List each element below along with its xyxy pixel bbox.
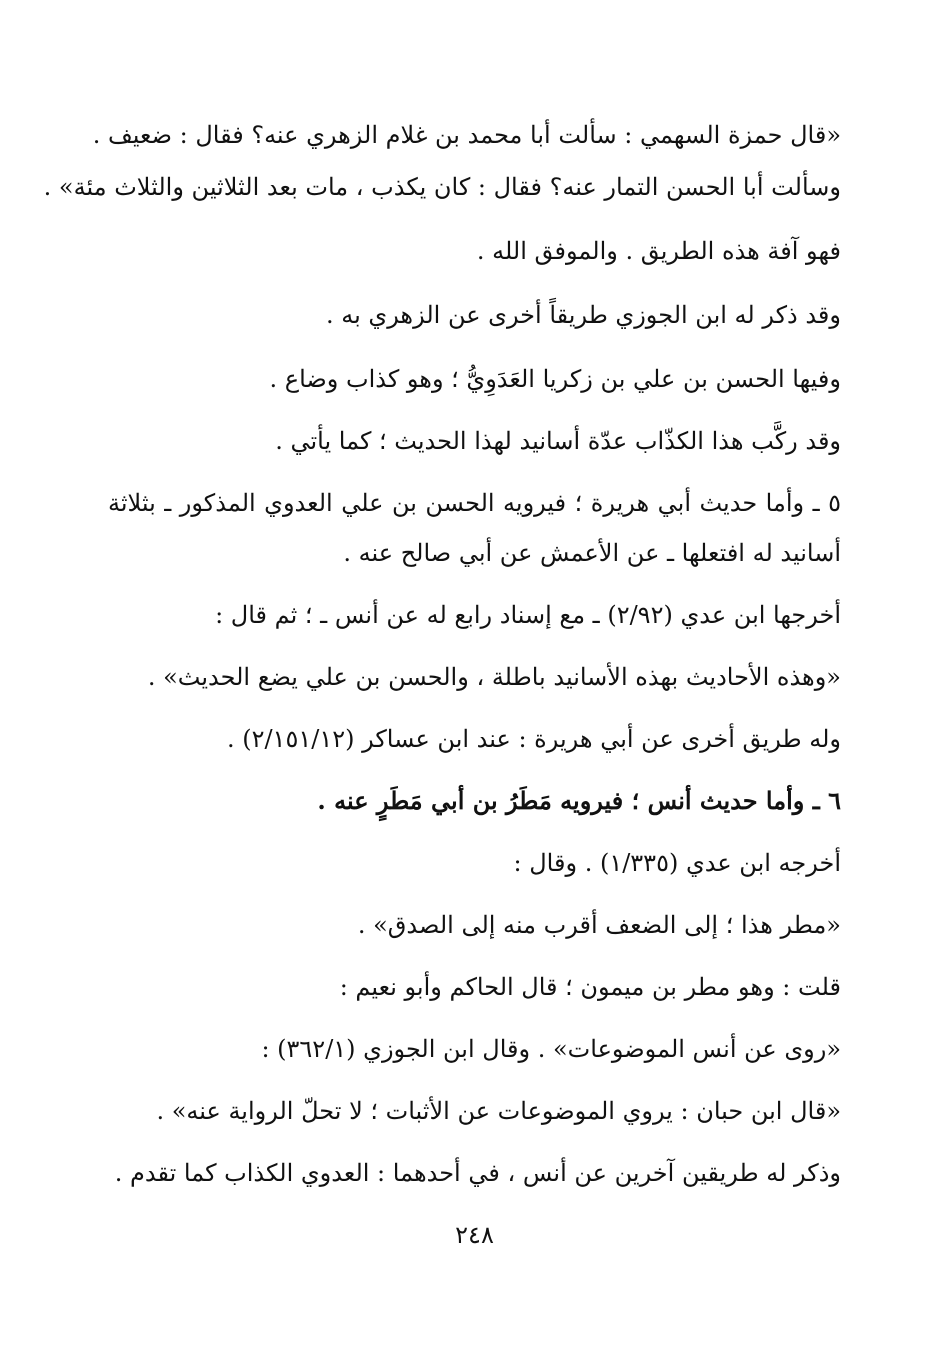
section-6-heading-line: ٦ ـ وأما حديث أنس ؛ فيرويه مَطَرُ بن أبي مَطَرٍ عنه .: [317, 786, 841, 815]
section-5-heading-line: ٥ ـ وأما حديث أبي هريرة ؛ فيرويه الحسن بن علي العدوي المذكور ـ بثلاثة: [108, 489, 841, 517]
text-line-14: «مطر هذا ؛ إلى الضعف أقرب منه إلى الصدق» .: [357, 911, 841, 939]
text-line-15: قلت : وهو مطر بن ميمون ؛ قال الحاكم وأبو نعيم :: [339, 973, 841, 1001]
text-line-6: وقد ركَّب هذا الكذّاب عدّة أسانيد لهذا الحديث ؛ كما يأتي .: [275, 427, 841, 455]
page-number: ٢٤٨: [455, 1221, 494, 1249]
text-line-16: «روى عن أنس الموضوعات» . وقال ابن الجوزي (٣٦٢/١) :: [261, 1035, 841, 1063]
text-line-5: وفيها الحسن بن علي بن زكريا العَدَوِيُّ ؛ وهو كذاب وضاع .: [269, 365, 841, 393]
text-line-2: وسألت أبا الحسن التمار عنه؟ فقال : كان يكذب ، مات بعد الثلاثين والثلاث مئة» .: [43, 173, 841, 201]
text-line-13: أخرجه ابن عدي (١/٣٣٥) . وقال :: [513, 849, 841, 877]
text-line-11: وله طريق أخرى عن أبي هريرة : عند ابن عساكر (٢/١٥١/١٢) .: [226, 725, 841, 753]
text-line-17: «قال ابن حبان : يروي الموضوعات عن الأثبات ؛ لا تحلّ الرواية عنه» .: [156, 1097, 841, 1125]
text-line-1: «قال حمزة السهمي : سألت أبا محمد بن غلام الزهري عنه؟ فقال : ضعيف .: [92, 121, 841, 149]
text-line-9: أخرجها ابن عدي (٢/٩٢) ـ مع إسناد رابع له عن أنس ـ ؛ ثم قال :: [215, 601, 841, 629]
text-line-18: وذكر له طريقين آخرين عن أنس ، في أحدهما : العدوي الكذاب كما تقدم .: [114, 1159, 841, 1187]
text-line-8: أسانيد له افتعلها ـ عن الأعمش عن أبي صالح عنه .: [343, 539, 841, 567]
text-line-3: فهو آفة هذه الطريق . والموفق الله .: [476, 237, 841, 265]
text-line-10: «وهذه الأحاديث بهذه الأسانيد باطلة ، والحسن بن علي يضع الحديث» .: [147, 663, 841, 691]
text-line-4: وقد ذكر له ابن الجوزي طريقاً أخرى عن الزهري به .: [325, 301, 841, 329]
